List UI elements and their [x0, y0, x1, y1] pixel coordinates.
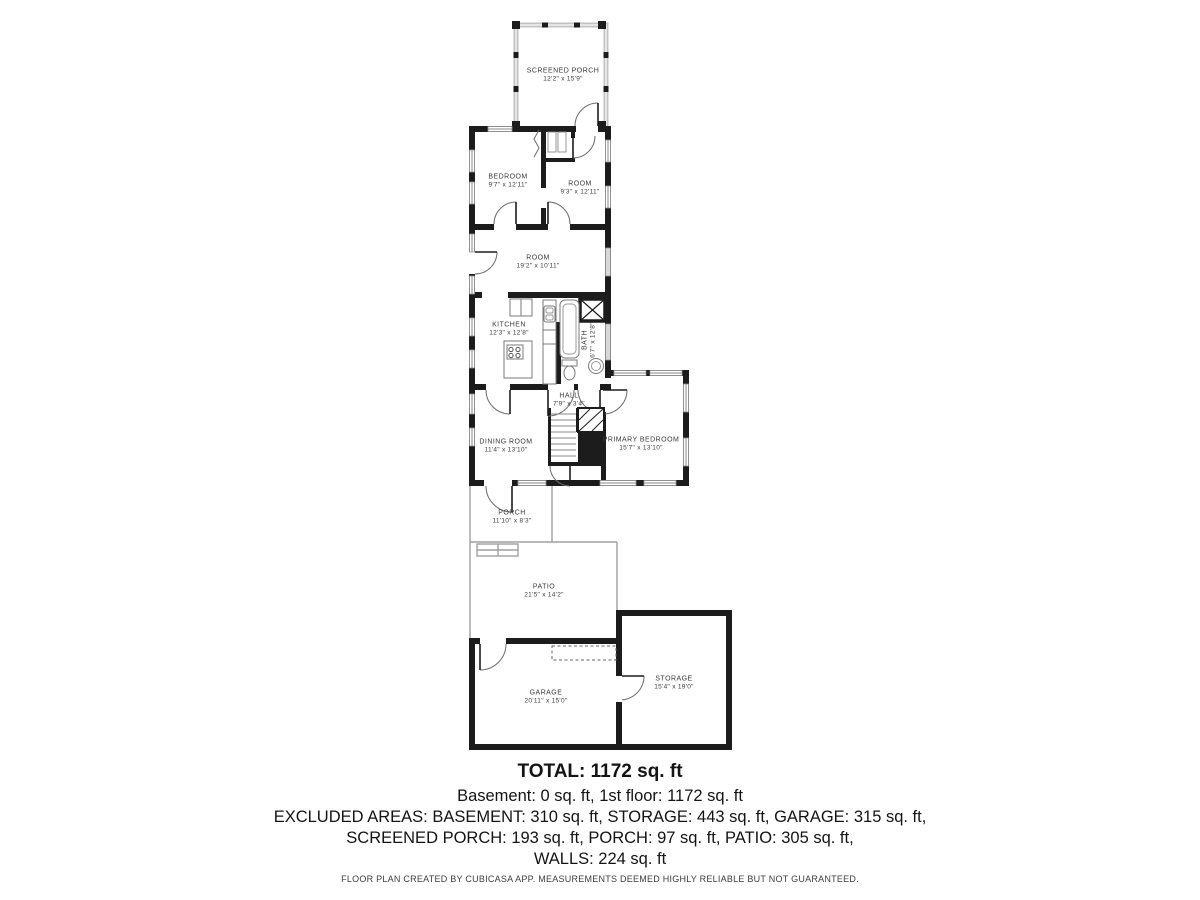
room-name: HALL	[559, 392, 579, 400]
area-summary	[0, 761, 1200, 870]
room-name: PRIMARY BEDROOM	[602, 436, 680, 444]
room-dims: 12'3" x 12'8"	[489, 329, 529, 337]
room-dims: 19'2" x 10'11"	[516, 262, 560, 270]
room-dims: 12'2" x 15'9"	[543, 75, 583, 83]
room-dims: 15'4" x 19'0"	[654, 683, 694, 691]
room-name: SCREENED PORCH	[526, 67, 600, 75]
room-dims: 20'11" x 15'0"	[524, 697, 568, 705]
room-dims: 21'5" x 14'2"	[524, 591, 564, 599]
screened-porch-walls	[512, 21, 609, 129]
garage-storage-walls	[469, 610, 732, 750]
room-name: GARAGE	[529, 689, 563, 697]
room-dims: 9'3" x 12'11"	[560, 188, 600, 196]
disclaimer-text: FLOOR PLAN CREATED BY CUBICASA APP. MEASUREMENTS DEEMED HIGHLY RELIABLE BUT NOT GUARANTEED.	[341, 874, 859, 884]
room-name: ROOM	[568, 180, 592, 188]
room-name: BATH	[581, 330, 589, 350]
room-dims: 6'7" x 12'8"	[589, 322, 597, 358]
summary-line-excluded-1: EXCLUDED AREAS: BASEMENT: 310 sq. ft, STORAGE: 443 sq. ft, GARAGE: 315 sq. ft,	[273, 808, 927, 827]
room-name: DINING ROOM	[479, 438, 533, 446]
room-name: STORAGE	[655, 675, 693, 683]
room-name: BEDROOM	[488, 173, 528, 181]
room-name: PORCH	[498, 509, 526, 517]
summary-line-basement: Basement: 0 sq. ft, 1st floor: 1172 sq. ft	[457, 787, 743, 805]
room-dims: 15'7" x 13'10"	[619, 444, 663, 452]
room-name: KITCHEN	[492, 321, 526, 329]
garage-storage-openings	[480, 638, 622, 702]
room-dims: 9'7" x 12'11"	[488, 181, 528, 189]
room-name: PATIO	[532, 583, 556, 591]
garage-door-dashed-outline	[552, 646, 616, 660]
room-dims: 7'9" x 3'4"	[553, 400, 585, 408]
total-area-text: TOTAL: 1172 sq. ft	[517, 761, 683, 782]
room-dims: 11'4" x 13'10"	[484, 446, 528, 454]
summary-line-walls: WALLS: 224 sq. ft	[533, 850, 667, 869]
room-dims: 11'10" x 8'3"	[492, 517, 532, 525]
room-name: ROOM	[526, 254, 550, 262]
kitchen-fixtures	[504, 299, 556, 384]
porch-patio-outlines	[470, 486, 617, 639]
summary-line-excluded-2: SCREENED PORCH: 193 sq. ft, PORCH: 97 sq. ft, PATIO: 305 sq. ft,	[346, 829, 854, 848]
